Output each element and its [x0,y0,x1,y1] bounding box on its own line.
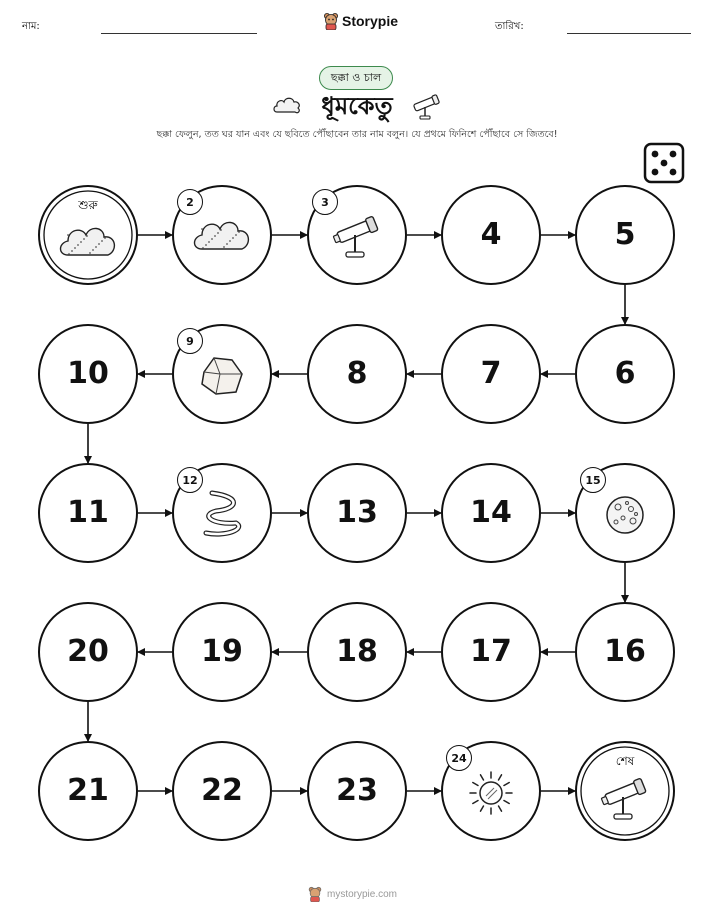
space-number: 17 [470,634,512,669]
start-label: শুরু [78,198,98,212]
footer-url: mystorypie.com [327,888,398,900]
space-number: 16 [604,634,646,669]
space-number: 13 [336,495,378,530]
space-number-badge: 9 [177,328,203,354]
brand-name: Storypie [342,13,399,29]
instructions: ছক্কা ফেলুন, তত ঘর যান এবং যে ছবিতে পৌঁছাবেন তার নাম বলুন। যে প্রথমে ফিনিশে পৌঁছাবে সে জিতবে! [156,129,558,140]
space-number: 7 [480,356,502,391]
page-title: ধূমকেতু [321,92,393,120]
space-number: 4 [480,217,502,252]
space-number-badge: 15 [580,467,606,493]
space-number: 5 [614,217,636,252]
space-number: 21 [67,773,109,808]
space-number-badge: 3 [312,189,338,215]
game-type-badge: ছক্কা ও চাল [319,66,393,90]
bear-mascot-icon [307,886,323,902]
space-number-badge: 24 [446,745,472,771]
space-number: 6 [614,356,636,391]
space-number-badge: 2 [177,189,203,215]
space-number: 22 [201,773,243,808]
space-number: 23 [336,773,378,808]
space-number: 14 [470,495,512,530]
space-number: 20 [67,634,109,669]
footer [307,886,397,902]
space-number: 8 [346,356,368,391]
space-number: 11 [67,495,109,530]
space-number: 10 [67,356,109,391]
space-number-badge: 12 [177,467,203,493]
moon-icon [607,497,643,533]
name-label: নাম: [22,21,40,32]
space-number: 18 [336,634,378,669]
finish-label: শেষ [615,754,635,768]
space-number: 19 [201,634,243,669]
date-label: তারিখ: [495,21,524,32]
